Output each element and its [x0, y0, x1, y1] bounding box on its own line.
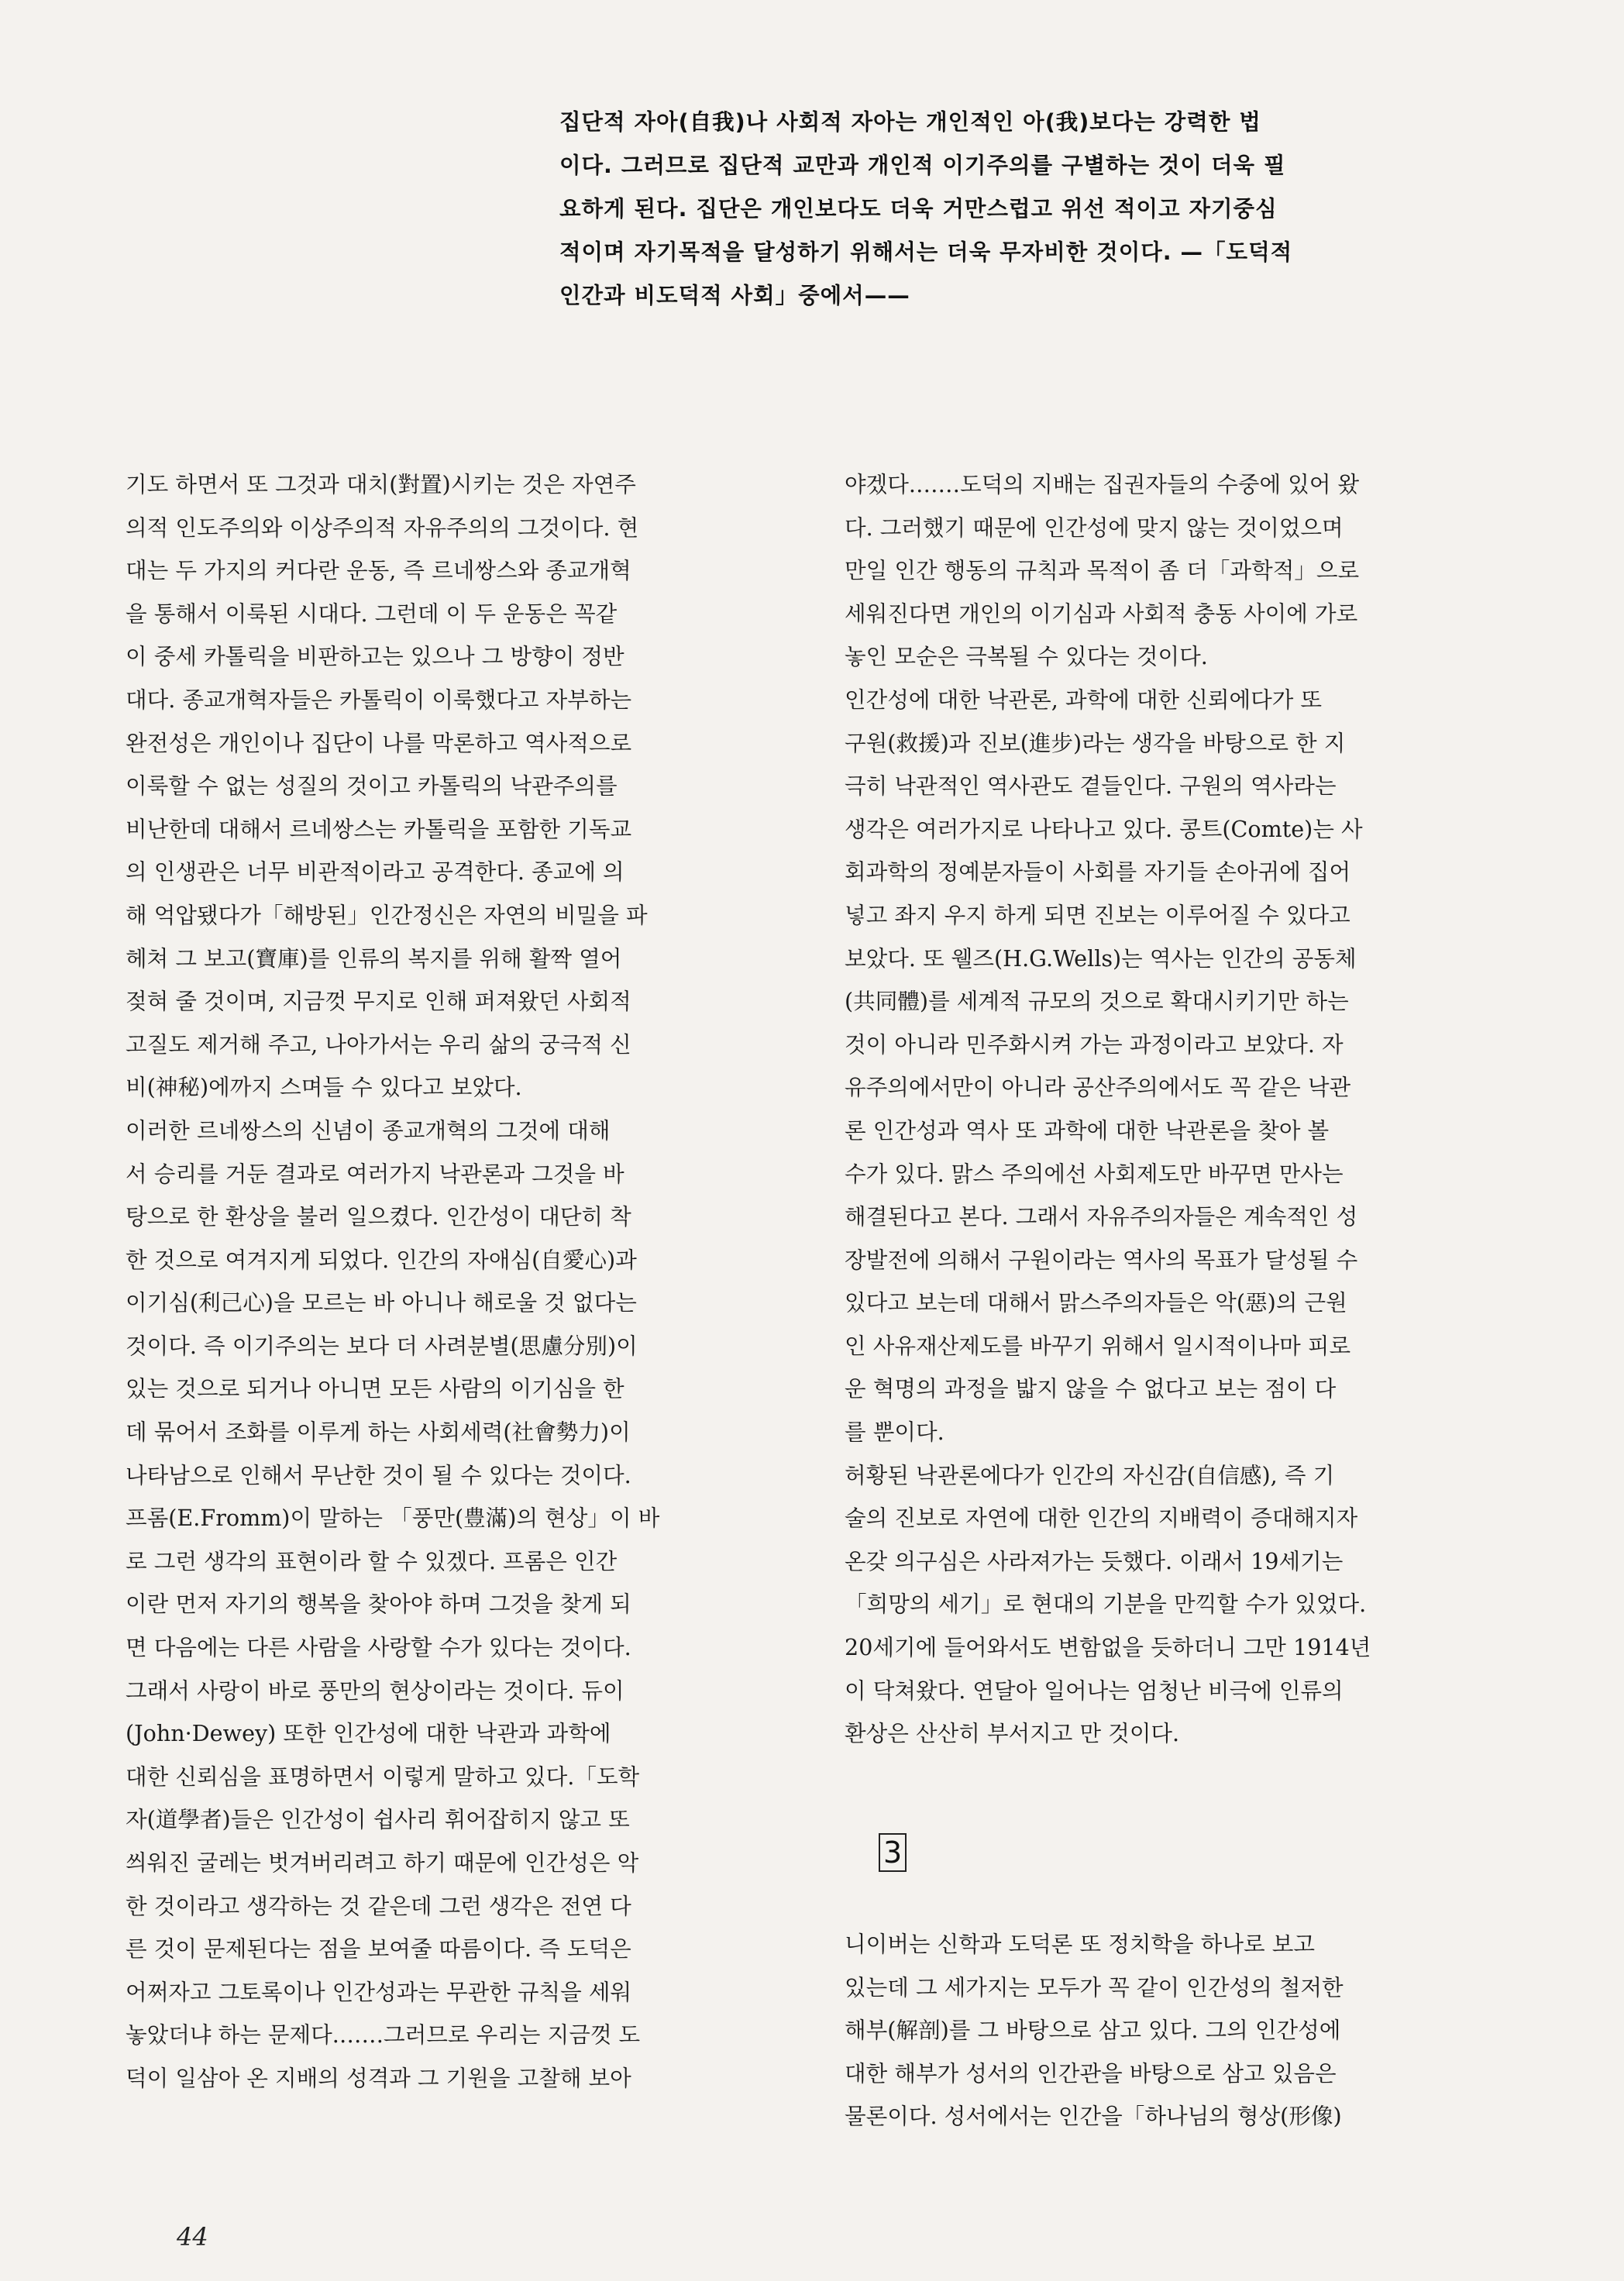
- text-line: 서 승리를 거둔 결과로 여러가지 낙관론과 그것을 바: [126, 1160, 624, 1187]
- text-line: 른 것이 문제된다는 점을 보여줄 따름이다. 즉 도덕은: [126, 1935, 631, 1963]
- text-line: 를 뿐이다.: [845, 1419, 944, 1446]
- text-line: 면 다음에는 다른 사람을 사랑할 수가 있다는 것이다.: [126, 1634, 631, 1661]
- text-line: 「희망의 세기」로 현대의 기분을 만끽할 수가 있었다.: [845, 1591, 1367, 1618]
- text-line: 니이버는 신학과 도덕론 또 정치학을 하나로 보고: [845, 1931, 1315, 1957]
- text-line: 다. 그러했기 때문에 인간성에 맞지 않는 것이었으며: [845, 514, 1344, 541]
- text-line: (共同體)를 세계적 규모의 것으로 확대시키기만 하는: [845, 988, 1349, 1015]
- text-line: 대다. 종교개혁자들은 카톨릭이 이룩했다고 자부하는: [126, 686, 632, 713]
- text-line: 대한 신뢰심을 표명하면서 이렇게 말하고 있다.「도학: [126, 1763, 640, 1790]
- epigraph-line: 집단적 자아(自我)나 사회적 자아는 개인적인 아(我)보다는 강력한 법: [559, 109, 1261, 135]
- left-text-column: [126, 463, 807, 2100]
- text-line: 의적 인도주의와 이상주의적 자유주의의 그것이다. 현: [126, 514, 639, 541]
- text-line: 의 인생관은 너무 비관적이라고 공격한다. 종교에 의: [126, 858, 624, 886]
- text-line: 허황된 낙관론에다가 인간의 자신감(自信感), 즉 기: [845, 1461, 1335, 1488]
- text-line: 장발전에 의해서 구원이라는 역사의 목표가 달성될 수: [845, 1246, 1358, 1273]
- text-line: 해부(解剖)를 그 바탕으로 삼고 있다. 그의 인간성에: [845, 2017, 1341, 2044]
- text-line: 회과학의 정예분자들이 사회를 자기들 손아귀에 집어: [845, 858, 1351, 886]
- text-line: 운 혁명의 과정을 밟지 않을 수 없다고 보는 점이 다: [845, 1375, 1337, 1402]
- text-line: 젖혀 줄 것이며, 지금껏 무지로 인해 퍼져왔던 사회적: [126, 988, 631, 1015]
- epigraph-line: 이다. 그러므로 집단적 교만과 개인적 이기주의를 구별하는 것이 더욱 필: [559, 153, 1286, 178]
- text-line: 만일 인간 행동의 규칙과 목적이 좀 더「과학적」으로: [845, 557, 1360, 584]
- text-line: 환상은 산산히 부서지고 만 것이다.: [845, 1720, 1180, 1747]
- right-text-column: [845, 463, 1526, 1756]
- text-line: 유주의에서만이 아니라 공산주의에서도 꼭 같은 낙관: [845, 1074, 1351, 1101]
- text-line: 이 중세 카톨릭을 비판하고는 있으나 그 방향이 정반: [126, 643, 624, 670]
- text-line: 20세기에 들어와서도 변함없을 듯하더니 그만 1914년: [845, 1634, 1371, 1661]
- text-line: 론 인간성과 역사 또 과학에 대한 낙관론을 찾아 볼: [845, 1116, 1330, 1144]
- text-line: 있다고 보는데 대해서 맑스주의자들은 악(惡)의 근원: [845, 1289, 1347, 1316]
- text-line: 한 것으로 여겨지게 되었다. 인간의 자애심(自愛心)과: [126, 1246, 637, 1273]
- text-line: 야겠다.……도덕의 지배는 집권자들의 수중에 있어 왔: [845, 471, 1360, 497]
- text-line: 구원(救援)과 진보(進步)라는 생각을 바탕으로 한 지: [845, 729, 1346, 756]
- text-line: 것이 아니라 민주화시켜 가는 과정이라고 보았다. 자: [845, 1030, 1344, 1058]
- text-line: 세워진다면 개인의 이기심과 사회적 충동 사이에 가로: [845, 600, 1358, 627]
- text-line: 이란 먼저 자기의 행복을 찾아야 하며 그것을 찾게 되: [126, 1591, 631, 1618]
- text-line: 데 묶어서 조화를 이루게 하는 사회세력(社會勢力)이: [126, 1419, 631, 1446]
- text-line: 로 그런 생각의 표현이라 할 수 있겠다. 프롬은 인간: [126, 1547, 618, 1574]
- text-line: 한 것이라고 생각하는 것 같은데 그런 생각은 전연 다: [126, 1892, 631, 1919]
- text-line: 인 사유재산제도를 바꾸기 위해서 일시적이나마 피로: [845, 1332, 1351, 1359]
- text-line: 이룩할 수 없는 성질의 것이고 카톨릭의 낙관주의를: [126, 772, 618, 800]
- text-line: (John·Dewey) 또한 인간성에 대한 낙관과 과학에: [126, 1720, 611, 1747]
- text-line: 나타남으로 인해서 무난한 것이 될 수 있다는 것이다.: [126, 1461, 631, 1488]
- text-line: 자(道學者)들은 인간성이 쉽사리 휘어잡히지 않고 또: [126, 1806, 630, 1833]
- text-line: 인간성에 대한 낙관론, 과학에 대한 신뢰에다가 또: [845, 686, 1323, 713]
- text-line: 비난한데 대해서 르네쌍스는 카톨릭을 포함한 기독교: [126, 815, 632, 842]
- text-line: 탕으로 한 환상을 불러 일으켰다. 인간성이 대단히 착: [126, 1203, 631, 1230]
- text-line: 기도 하면서 또 그것과 대치(對置)시키는 것은 자연주: [126, 471, 636, 497]
- text-line: 해결된다고 본다. 그래서 자유주의자들은 계속적인 성: [845, 1203, 1358, 1230]
- text-line: 이기심(利己心)을 모르는 바 아니나 해로울 것 없다는: [126, 1289, 637, 1316]
- text-line: 있는데 그 세가지는 모두가 꼭 같이 인간성의 철저한: [845, 1973, 1344, 2001]
- text-line: 그래서 사랑이 바로 풍만의 현상이라는 것이다. 듀이: [126, 1677, 624, 1704]
- epigraph-quote: [559, 101, 1458, 318]
- section-number-box: 3: [879, 1833, 907, 1872]
- text-line: 술의 진보로 자연에 대한 인간의 지배력이 증대해지자: [845, 1505, 1358, 1532]
- text-line: 있는 것으로 되거나 아니면 모든 사람의 이기심을 한: [126, 1375, 624, 1402]
- text-line: 이 닥쳐왔다. 연달아 일어나는 엄청난 비극에 인류의: [845, 1677, 1344, 1704]
- text-line: 덕이 일삼아 온 지배의 성격과 그 기원을 고찰해 보아: [126, 2064, 631, 2091]
- epigraph-line: 적이며 자기목적을 달성하기 위해서는 더욱 무자비한 것이다. —「도덕적: [559, 239, 1293, 265]
- text-line: 해 억압됐다가「해방된」인간정신은 자연의 비밀을 파: [126, 901, 648, 928]
- epigraph-line: 인간과 비도덕적 사회」중에서——: [559, 283, 910, 308]
- epigraph-line: 요하게 된다. 집단은 개인보다도 더욱 거만스럽고 위선 적이고 자기중심: [559, 196, 1278, 222]
- text-line: 대는 두 가지의 커다란 운동, 즉 르네쌍스와 종교개혁: [126, 557, 631, 584]
- text-line: 물론이다. 성서에서는 인간을「하나님의 형상(形像): [845, 2103, 1342, 2130]
- text-line: 을 통해서 이룩된 시대다. 그런데 이 두 운동은 꼭같: [126, 600, 618, 627]
- text-line: 극히 낙관적인 역사관도 곁들인다. 구원의 역사라는: [845, 772, 1337, 800]
- text-line: 완전성은 개인이나 집단이 나를 막론하고 역사적으로: [126, 729, 632, 756]
- text-line: 이러한 르네쌍스의 신념이 종교개혁의 그것에 대해: [126, 1116, 611, 1144]
- text-line: 생각은 여러가지로 나타나고 있다. 콩트(Comte)는 사: [845, 815, 1363, 842]
- text-line: 보았다. 또 웰즈(H.G.Wells)는 역사는 인간의 공동체: [845, 944, 1357, 972]
- text-line: 수가 있다. 맑스 주의에선 사회제도만 바꾸면 만사는: [845, 1160, 1344, 1187]
- text-line: 프롬(E.Fromm)이 말하는 「풍만(豊滿)의 현상」이 바: [126, 1505, 660, 1532]
- text-line: 놓인 모순은 극복될 수 있다는 것이다.: [845, 643, 1208, 670]
- right-text-column-lower: [845, 1923, 1526, 2138]
- text-line: 어쩌자고 그토록이나 인간성과는 무관한 규칙을 세워: [126, 1978, 632, 2005]
- text-line: 헤쳐 그 보고(寶庫)를 인류의 복지를 위해 활짝 열어: [126, 944, 622, 972]
- text-line: 고질도 제거해 주고, 나아가서는 우리 삶의 궁극적 신: [126, 1030, 631, 1058]
- text-line: 것이다. 즉 이기주의는 보다 더 사려분별(思慮分別)이: [126, 1332, 638, 1359]
- text-line: 놓았더냐 하는 문제다.……그러므로 우리는 지금껏 도: [126, 2021, 641, 2049]
- text-line: 온갖 의구심은 사라져가는 듯했다. 이래서 19세기는: [845, 1547, 1344, 1574]
- page-number: 44: [177, 2222, 208, 2252]
- text-line: 씌워진 굴레는 벗겨버리려고 하기 때문에 인간성은 악: [126, 1849, 639, 1876]
- text-line: 대한 해부가 성서의 인간관을 바탕으로 삼고 있음은: [845, 2059, 1337, 2087]
- text-line: 비(神秘)에까지 스며들 수 있다고 보았다.: [126, 1074, 522, 1101]
- text-line: 넣고 좌지 우지 하게 되면 진보는 이루어질 수 있다고: [845, 901, 1350, 928]
